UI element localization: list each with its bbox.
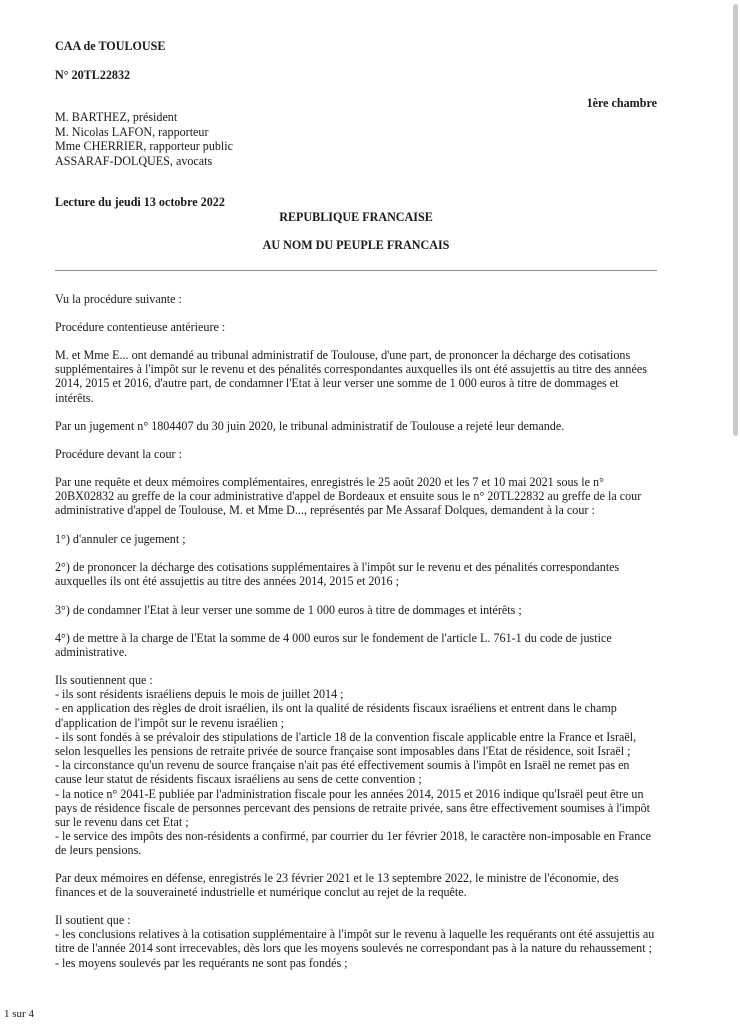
p-procedure-cour: Procédure devant la cour : bbox=[55, 447, 182, 461]
divider bbox=[55, 270, 657, 271]
scrollbar[interactable] bbox=[733, 4, 738, 436]
p-jugement: Par un jugement n° 1804407 du 30 juin 2020, le tribunal administratif de Toulouse a rejeté leur demande. bbox=[55, 419, 565, 433]
member-rapporteur: M. Nicolas LAFON, rapporteur bbox=[55, 124, 209, 139]
p-point-4: 4°) de mettre à la charge de l'Etat la somme de 4 000 euros sur le fondement de l'article L. 761-1 du code de justice administrative. bbox=[55, 631, 612, 660]
court-name: CAA de TOULOUSE bbox=[55, 39, 166, 53]
case-number: N° 20TL22832 bbox=[55, 68, 131, 82]
list-item: - ils sont fondés à se prévaloir des stipulations de l'article 18 de la convention fiscale applicable entre la France et Israël, selon lesquelles les pensions de retraite privée de source française sont imposables dans l'Etat de résidence, soit Israël ; bbox=[55, 729, 637, 759]
p-demande: M. et Mme E... ont demandé au tribunal administratif de Toulouse, d'une part, de prononcer la décharge des cotisations supplémentaires à l'impôt sur le revenu et des pénalités correspondantes auxquelles ils ont été assujettis au titre des années 2014, 2015 et 2016, d'autre part, de condamner l'Etat à leur verser une somme de 1 000 euros à titre de dommages et intérêts. bbox=[55, 348, 647, 405]
member-avocats: ASSARAF-DOLQUES, avocats bbox=[55, 153, 213, 168]
p-point-1: 1°) d'annuler ce jugement ; bbox=[55, 532, 186, 546]
page-counter: 1 sur 4 bbox=[4, 1008, 34, 1020]
republic-heading: REPUBLIQUE FRANCAISE bbox=[279, 210, 433, 224]
p-soutiennent: Ils soutiennent que : - ils sont résidents israéliens depuis le mois de juillet 2014 ; - en application des règles de droit israélien, ils ont la qualité de résidents fiscaux israéliens et entrent dans le champ d'application de l'impôt sur le revenu israélien ; - ils sont fondés à se prévaloir des stipulations de l'article 18 de la convention fiscale applicable entre la France et Israël, selon lesquelles les pensions de retraite privée de source française sont imposables dans l'Etat de résidence, soit Israël ; - la circonstance qu'un revenu de source française n'ait pas été effectivement soumis à l'impôt en Israël ne remet pas en cause leur statut de résidents fiscaux israéliens au sens de cette convention ; - la notice n° 2041-E publiée par l'administration fiscale pour les années 2014, 2015 et 2016 indique qu'Israël peut être un pays de résidence fiscale de personnes percevant des pensions de retraite privée, sans être effectivement soumises à l'impôt sur le revenu dans cet Etat ; - le service des impôts des non-résidents a confirmé, par courrier du 1er février 2018, le caractère non-imposable en France de leurs pensions. bbox=[55, 673, 657, 858]
people-heading: AU NOM DU PEUPLE FRANCAIS bbox=[262, 238, 450, 252]
list-item: - ils sont résidents israéliens depuis le mois de juillet 2014 ; bbox=[55, 687, 344, 702]
reading-date: Lecture du jeudi 13 octobre 2022 bbox=[55, 195, 225, 209]
p-procedure-anterieure: Procédure contentieuse antérieure : bbox=[55, 320, 226, 334]
list-item: - en application des règles de droit israélien, ils ont la qualité de résidents fiscaux israéliens et entrent dans le champ d'application de l'impôt sur le revenu israélien ; bbox=[55, 701, 617, 730]
p-memoires-defense: Par deux mémoires en défense, enregistrés le 23 février 2021 et le 13 septembre 2022, le ministre de l'économie, des finances et de la souveraineté industrielle et numérique conclut au rejet de la requête. bbox=[55, 871, 619, 900]
list-item: - la circonstance qu'un revenu de source française n'ait pas été effectivement soumis à l'impôt en Israël ne remet pas en cause leur statut de résidents fiscaux israéliens au sens de cette convention ; bbox=[55, 758, 630, 787]
p-requete: Par une requête et deux mémoires complémentaires, enregistrés le 25 août 2020 et les 7 et 10 mai 2021 sous le n° 20BX02832 au greffe de la cour administrative d'appel de Bordeaux et ensuite sous le n° 20TL22832 au greffe de la cour administrative d'appel de Toulouse, M. et Mme D..., représentés par Me Assaraf Dolques, demandent à la cour : bbox=[55, 475, 642, 518]
p-point-2: 2°) de prononcer la décharge des cotisations supplémentaires à l'impôt sur le revenu et des pénalités correspondantes auxquelles ils ont été assujettis au titre des années 2014, 2015 et 2016 ; bbox=[55, 560, 620, 589]
member-president: M. BARTHEZ, président bbox=[55, 110, 178, 124]
list-item: - le service des impôts des non-résidents a confirmé, par courrier du 1er février 2018, le caractère non-imposable en France de leurs pensions. bbox=[55, 829, 652, 858]
p-vu: Vu la procédure suivante : bbox=[55, 292, 182, 306]
list-item: - la notice n° 2041-E publiée par l'administration fiscale pour les années 2014, 2015 et 2016 indique qu'Israël peut être un pays de résidence fiscale de personnes percevant des pensions de retraite privée, sans être effectivement soumises à l'impôt sur le revenu dans cet Etat ; bbox=[55, 786, 650, 830]
members-list bbox=[55, 110, 233, 168]
list-item: - les moyens soulevés par les requérants ne sont pas fondés ; bbox=[55, 955, 348, 970]
member-rapporteur-public: Mme CHERRIER, rapporteur public bbox=[55, 139, 234, 153]
chamber: 1ère chambre bbox=[586, 96, 657, 110]
list-item: - les conclusions relatives à la cotisation supplémentaire à l'impôt sur le revenu à laquelle les requérants ont été assujettis au titre de l'année 2014 sont irrecevables, dès lors que les moyens soulevés ne correspondant pas à la nature du rehaussement ; bbox=[55, 927, 655, 956]
p-point-3: 3°) de condamner l'Etat à leur verser une somme de 1 000 euros à titre de dommages et intérêts ; bbox=[55, 603, 522, 617]
p-soutient: Il soutient que : - les conclusions relatives à la cotisation supplémentaire à l'impôt sur le revenu à laquelle les requérants ont été assujettis au titre de l'année 2014 sont irrecevables, dès lors que les moyens soulevés ne correspondant pas à la nature du rehaussement ; - les moyens soulevés par les requérants ne sont pas fondés ; bbox=[55, 913, 657, 970]
